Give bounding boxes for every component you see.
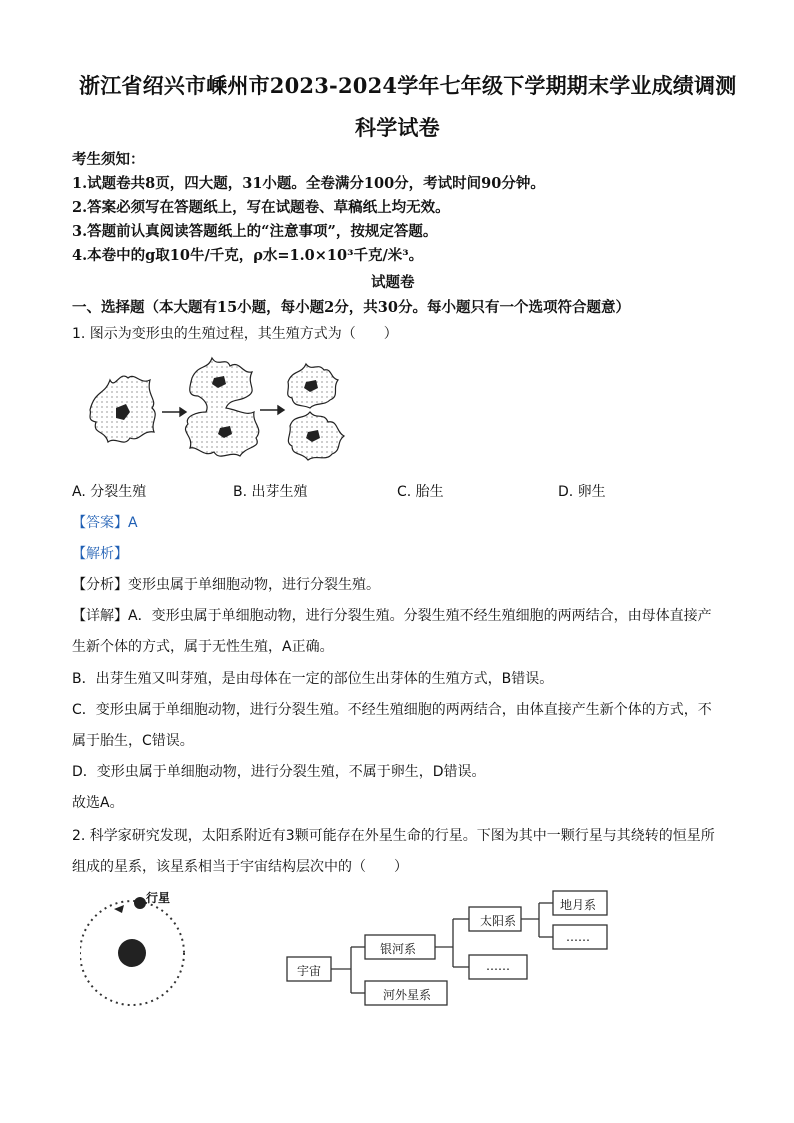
notice-item-1: 1.试题卷共8页，四大题，31小题。全卷满分100分，考试时间90分钟。	[72, 175, 545, 192]
q1-detail-line1: 【详解】A．变形虫属于单细胞动物，进行分裂生殖。分裂生殖不经生殖细胞的两两结合，由母体直接产	[72, 608, 712, 624]
q1-answer-tag: 【答案】A	[72, 515, 138, 531]
tree-node-other-2: ……	[566, 930, 590, 944]
section1-heading: 一、选择题（本大题有15小题，每小题2分，共30分。每小题只有一个选项符合题意）	[72, 299, 630, 316]
notice-item-2: 2.答案必须写在答题纸上，写在试题卷、草稿纸上均无效。	[72, 199, 450, 216]
amoeba-dividing	[185, 358, 258, 456]
tree-node-other-1: ……	[486, 959, 510, 973]
orbit-arrow	[114, 905, 124, 913]
star-circle	[118, 939, 146, 967]
q1-analysis-tag: 【解析】	[72, 546, 128, 562]
orbit-figure	[80, 885, 210, 1015]
notice-item-3: 3.答题前认真阅读答题纸上的“注意事项”，按规定答题。	[72, 223, 438, 240]
tree-node-solar-system: 太阳系	[480, 914, 517, 928]
q1-explain-c-line2: 属于胎生，C错误。	[72, 733, 194, 749]
tree-node-milky-way: 银河系	[380, 942, 417, 956]
q2-stem-line1: 2. 科学家研究发现，太阳系附近有3颗可能存在外星生命的行星。下图为其中一颗行星与其绕转的恒星所	[72, 828, 715, 844]
planet-label: 行星	[146, 891, 171, 905]
tree-node-earth-moon: 地月系	[560, 898, 597, 912]
q1-explain-d: D．变形虫属于单细胞动物，进行分裂生殖，不属于卵生，D错误。	[72, 764, 486, 780]
q2-stem-line2: 组成的星系，该星系相当于宇宙结构层次中的（ ）	[72, 859, 408, 875]
q1-analysis: 【分析】变形虫属于单细胞动物，进行分裂生殖。	[72, 577, 380, 593]
q1-option-c[interactable]: C. 胎生	[397, 484, 444, 500]
q1-option-d[interactable]: D. 卵生	[558, 484, 606, 500]
q1-option-a[interactable]: A. 分裂生殖	[72, 484, 147, 500]
q1-conclusion: 故选A。	[72, 795, 124, 811]
notice-item-4: 4.本卷中的g取10牛/千克，ρ水=1.0×10³千克/米³。	[72, 247, 424, 264]
tree-node-universe: 宇宙	[297, 964, 322, 978]
q1-explain-c-line1: C．变形虫属于单细胞动物，进行分裂生殖。不经生殖细胞的两两结合，由体直接产生新个体的方式，不	[72, 702, 712, 718]
notice-heading: 考生须知：	[72, 151, 145, 168]
amoeba-division-figure	[80, 350, 360, 470]
q1-detail-line2: 生新个体的方式，属于无性生殖，A正确。	[72, 639, 334, 655]
q1-option-b[interactable]: B. 出芽生殖	[233, 484, 308, 500]
paper-label: 试题卷	[371, 274, 415, 291]
planet-circle	[134, 897, 146, 909]
page-title: 浙江省绍兴市嵊州市2023-2024学年七年级下学期期末学业成绩调测	[79, 73, 737, 98]
page-subtitle: 科学试卷	[355, 115, 440, 140]
arrow-2	[260, 406, 284, 414]
q1-stem: 1. 图示为变形虫的生殖过程，其生殖方式为（ ）	[72, 326, 398, 342]
tree-node-extragalactic: 河外星系	[383, 988, 432, 1002]
arrow-1	[162, 408, 186, 416]
q1-explain-b: B．出芽生殖又叫芽殖，是由母体在一定的部位生出芽体的生殖方式，B错误。	[72, 671, 554, 687]
